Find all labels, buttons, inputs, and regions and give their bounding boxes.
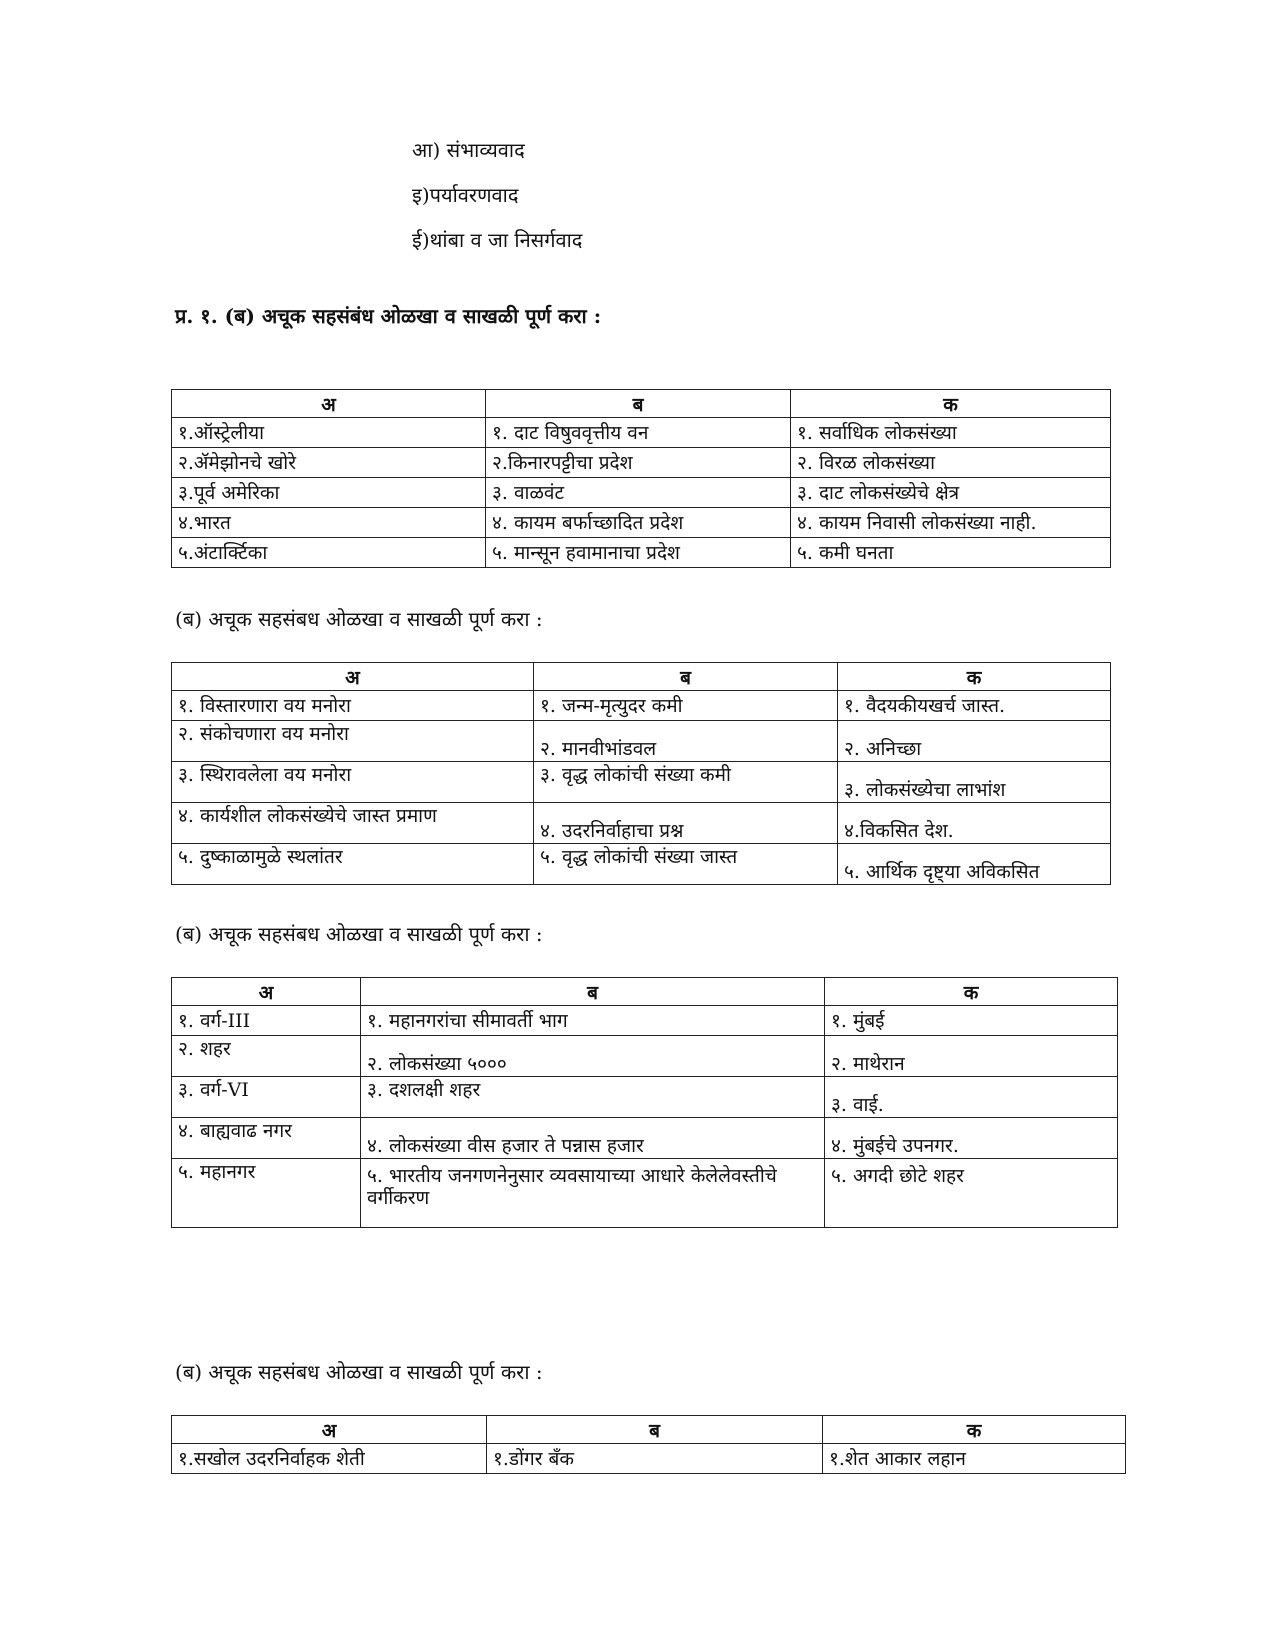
table-cell: २. संकोचणारा वय मनोरा xyxy=(172,721,534,762)
table-cell: १. महानगरांचा सीमावर्ती भाग xyxy=(361,1006,825,1036)
table-cell: १. जन्म-मृत्युदर कमी xyxy=(534,691,838,721)
table-cell: १.शेत आकार लहान xyxy=(823,1444,1126,1474)
table-header-row xyxy=(172,663,1111,691)
table-cell: ४.विकसित देश. xyxy=(838,803,1111,844)
column-header-k: क xyxy=(838,663,1111,691)
table-cell: २. माथेरान xyxy=(825,1036,1118,1077)
column-header-a: अ xyxy=(172,390,486,418)
table-row xyxy=(172,418,1111,448)
section1-heading: प्र. १. (ब) अचूक सहसंबंध ओळखा व साखळी पूर्ण करा : xyxy=(175,304,602,328)
table-cell: ४. लोकसंख्या वीस हजार ते पन्नास हजार xyxy=(361,1118,825,1159)
table-cell: ५. महानगर xyxy=(172,1159,361,1228)
table-cell: २. विरळ लोकसंख्या xyxy=(791,448,1111,478)
table-cell: ४. कायम बर्फाच्छादित प्रदेश xyxy=(486,508,791,538)
section4-table xyxy=(171,1415,1126,1474)
table-row xyxy=(172,508,1111,538)
table-cell: २. लोकसंख्या ५००० xyxy=(361,1036,825,1077)
section4-heading: (ब) अचूक सहसंबध ओळखा व साखळी पूर्ण करा : xyxy=(175,1360,543,1384)
table-cell: ३. वृद्ध लोकांची संख्या कमी xyxy=(534,762,838,803)
column-header-k: क xyxy=(823,1416,1126,1444)
table-cell: ५. भारतीय जनगणनेनुसार व्यवसायाच्या आधारे केलेलेवस्तीचे वर्गीकरण xyxy=(361,1159,825,1228)
table-cell: ३. स्थिरावलेला वय मनोरा xyxy=(172,762,534,803)
table-cell: १.डोंगर बँक xyxy=(487,1444,823,1474)
table-cell: ४. कायम निवासी लोकसंख्या नाही. xyxy=(791,508,1111,538)
option-ii: ई)थांबा व जा निसर्गवाद xyxy=(412,228,583,252)
table-cell: २. शहर xyxy=(172,1036,361,1077)
column-header-b: ब xyxy=(486,390,791,418)
column-header-b: ब xyxy=(487,1416,823,1444)
table-header-row xyxy=(172,978,1118,1006)
table-cell: २.किनारपट्टीचा प्रदेश xyxy=(486,448,791,478)
column-header-k: क xyxy=(825,978,1118,1006)
option-aa: आ) संभाव्यवाद xyxy=(412,138,525,162)
column-header-a: अ xyxy=(172,978,361,1006)
table-row xyxy=(172,1118,1118,1159)
table-cell: ४. उदरनिर्वाहाचा प्रश्न xyxy=(534,803,838,844)
table-row xyxy=(172,1444,1126,1474)
table-row xyxy=(172,1006,1118,1036)
table-cell: ५. अगदी छोटे शहर xyxy=(825,1159,1118,1228)
table-row xyxy=(172,478,1111,508)
table-row xyxy=(172,538,1111,568)
table-cell: ३. वर्ग-VI xyxy=(172,1077,361,1118)
table-cell: १. सर्वाधिक लोकसंख्या xyxy=(791,418,1111,448)
column-header-b: ब xyxy=(534,663,838,691)
table-row xyxy=(172,762,1111,803)
table-cell: ५. दुष्काळामुळे स्थलांतर xyxy=(172,844,534,885)
column-header-k: क xyxy=(791,390,1111,418)
column-header-a: अ xyxy=(172,663,534,691)
table-cell: ५. वृद्ध लोकांची संख्या जास्त xyxy=(534,844,838,885)
table-header-row xyxy=(172,1416,1126,1444)
table-cell: ३. दशलक्षी शहर xyxy=(361,1077,825,1118)
section3-table xyxy=(171,977,1118,1228)
table-cell: ४.भारत xyxy=(172,508,486,538)
table-cell: ३. वाई. xyxy=(825,1077,1118,1118)
table-cell: १.सखोल उदरनिर्वाहक शेती xyxy=(172,1444,487,1474)
table-header-row xyxy=(172,390,1111,418)
option-i: इ)पर्यावरणवाद xyxy=(412,183,519,207)
table-row xyxy=(172,1077,1118,1118)
section3-heading: (ब) अचूक सहसंबध ओळखा व साखळी पूर्ण करा : xyxy=(175,922,543,946)
column-header-b: ब xyxy=(361,978,825,1006)
table-cell: १. वर्ग-III xyxy=(172,1006,361,1036)
table-cell: ४. बाह्यवाढ नगर xyxy=(172,1118,361,1159)
table-cell: ३. दाट लोकसंख्येचे क्षेत्र xyxy=(791,478,1111,508)
table-cell: ४. कार्यशील लोकसंख्येचे जास्त प्रमाण xyxy=(172,803,534,844)
table-cell: १. मुंबई xyxy=(825,1006,1118,1036)
table-cell: ३. लोकसंख्येचा लाभांश xyxy=(838,762,1111,803)
table-cell: २. अनिच्छा xyxy=(838,721,1111,762)
table-cell: १. विस्तारणारा वय मनोरा xyxy=(172,691,534,721)
table-row xyxy=(172,803,1111,844)
table-cell: २. मानवीभांडवल xyxy=(534,721,838,762)
table-cell: ५. कमी घनता xyxy=(791,538,1111,568)
column-header-a: अ xyxy=(172,1416,487,1444)
table-cell: १. वैदयकीयखर्च जास्त. xyxy=(838,691,1111,721)
table-row xyxy=(172,844,1111,885)
section2-heading: (ब) अचूक सहसंबध ओळखा व साखळी पूर्ण करा : xyxy=(175,607,543,631)
table-row xyxy=(172,1159,1118,1228)
table-cell: ३.पूर्व अमेरिका xyxy=(172,478,486,508)
table-row xyxy=(172,691,1111,721)
section1-table xyxy=(171,389,1111,568)
section2-table xyxy=(171,662,1111,885)
table-cell: ५.अंटार्क्टिका xyxy=(172,538,486,568)
table-cell: ४. मुंबईचे उपनगर. xyxy=(825,1118,1118,1159)
table-row xyxy=(172,721,1111,762)
table-row xyxy=(172,448,1111,478)
table-cell: १.ऑस्ट्रेलीया xyxy=(172,418,486,448)
table-cell: १. दाट विषुववृत्तीय वन xyxy=(486,418,791,448)
table-cell: ३. वाळवंट xyxy=(486,478,791,508)
table-row xyxy=(172,1036,1118,1077)
table-cell: ५. आर्थिक दृष्ट्या अविकसित xyxy=(838,844,1111,885)
table-cell: ५. मान्सून हवामानाचा प्रदेश xyxy=(486,538,791,568)
table-cell: २.ॲमेझोनचे खोरे xyxy=(172,448,486,478)
